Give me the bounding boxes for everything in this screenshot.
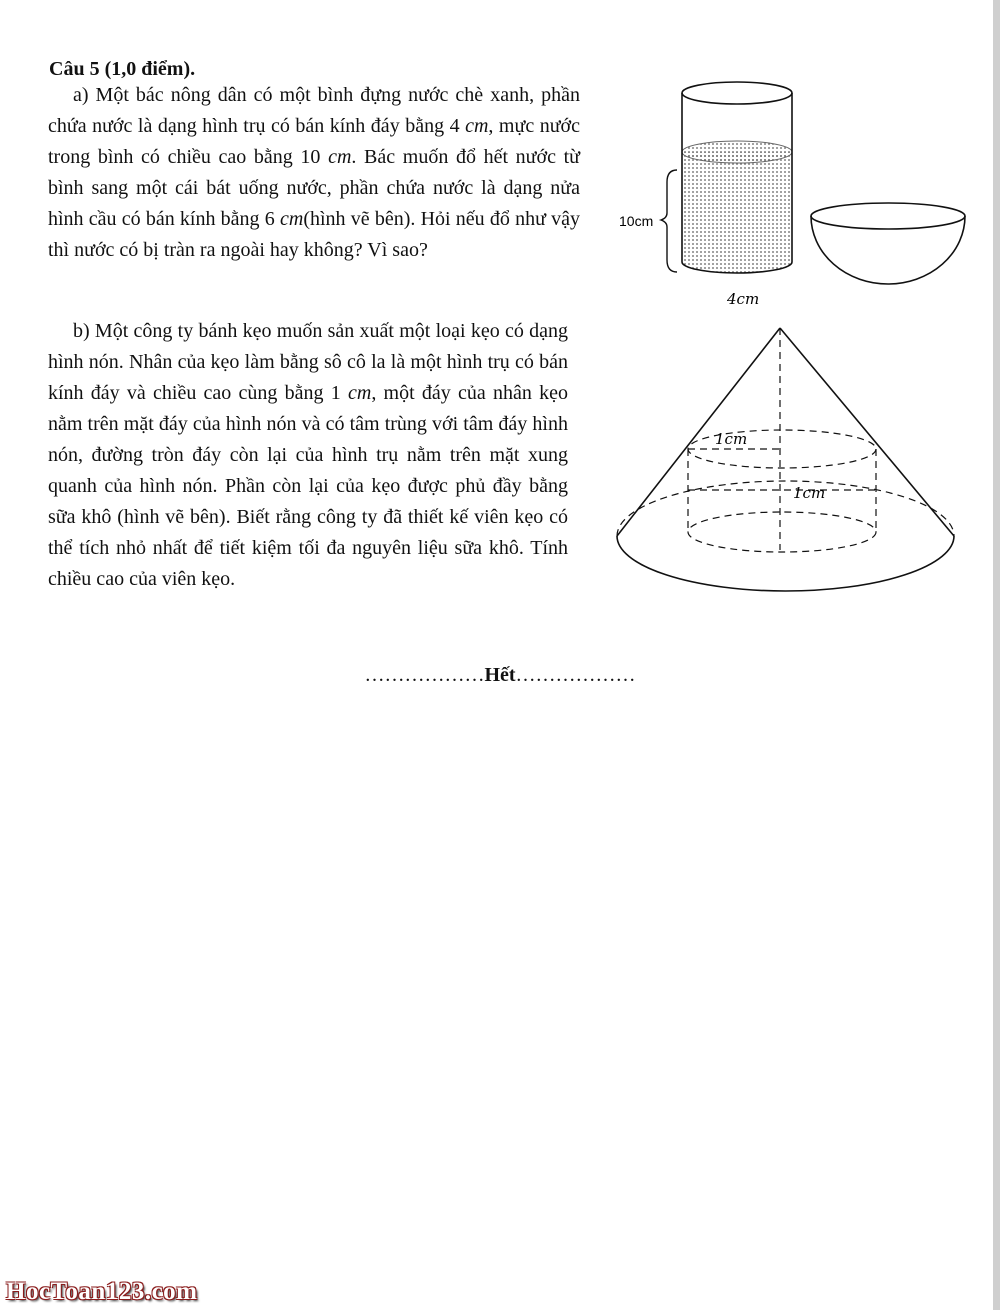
- cylinder-height-label: 1cm: [793, 484, 826, 502]
- height-value: 10: [300, 146, 321, 168]
- part-a-seg1: a) Một bác nông dân có một bình đựng nước chè xanh, phần chứa nước là dạng hình trụ có bán kính đáy bằng: [48, 84, 580, 137]
- dots-left: ………………: [364, 664, 485, 686]
- cylinder-top: [682, 82, 792, 104]
- bowl: [811, 203, 965, 284]
- figure-cylinder-bowl: [615, 78, 985, 308]
- cone-left-edge: [617, 328, 780, 536]
- end-marker: [0, 664, 1000, 687]
- part-a-seg4: (hình vẽ bên). Hỏi nếu đổ như vậy thì nước có bị tràn ra ngoài hay không? Vì sao?: [48, 208, 581, 261]
- bowl-body: [811, 216, 965, 284]
- unit-cm: cm: [279, 208, 304, 230]
- part-b-seg1: b) Một công ty bánh kẹo muốn sản xuất một loại kẹo có dạng hình nón. Nhân của kẹo làm bằng sô cô la là một hình trụ có bán kính đáy và chiều cao cùng bằng: [48, 320, 568, 404]
- unit-cm: cm: [465, 115, 489, 137]
- radius-label: 4cm: [727, 290, 760, 308]
- part-a-seg3: . Bác muốn đổ hết nước từ bình sang một cái bát uống nước, phần chứa nước là dạng nửa hình cầu có bán kính bằng: [48, 146, 580, 230]
- unit-cm: cm: [348, 382, 372, 404]
- part-b-seg2: , một đáy của nhân kẹo nằm trên mặt đáy của hình nón và có tâm trùng với tâm đáy hình nón, đường tròn đáy còn lại của hình trụ nằm trên mặt xung quanh của hình nón. Phần còn lại của kẹo được phủ đầy bằng sữa khô (hình vẽ bên). Biết rằng công ty đã thiết kế viên kẹo có thể tích nhỏ nhất để tiết kiệm tối đa nguyên liệu sữa khô. Tính chiều cao của viên kẹo.: [48, 382, 568, 590]
- part-a-text: [48, 80, 580, 266]
- height-brace: [661, 170, 677, 272]
- height-label: 10cm: [619, 213, 654, 229]
- part-b-text: [48, 316, 568, 595]
- end-word: Hết: [484, 664, 516, 686]
- inner-cylinder-bottom: [688, 512, 876, 552]
- page-edge: [993, 0, 1000, 1310]
- cone-right-edge: [780, 328, 954, 536]
- core-size-value: 1: [330, 382, 341, 404]
- watermark: HocToan123.com: [6, 1278, 198, 1305]
- bowl-rim: [811, 203, 965, 229]
- figure-cone-cylinder: [610, 320, 970, 596]
- cylinder-radius-label: 1cm: [715, 430, 748, 448]
- cylinder: [682, 82, 792, 273]
- cone-base-back: [617, 481, 954, 536]
- water-fill: [682, 152, 792, 273]
- bowl-radius-value: 6: [264, 208, 275, 230]
- radius-value: 4: [449, 115, 460, 137]
- cone: [617, 328, 954, 591]
- unit-cm: cm: [328, 146, 352, 168]
- question-heading: Câu 5 (1,0 điểm).: [49, 58, 196, 80]
- part-a-seg2: , mực nước trong bình có chiều cao bằng: [48, 115, 580, 168]
- water-surface: [682, 141, 792, 163]
- dots-right: ………………: [515, 664, 636, 686]
- cone-base-front: [617, 536, 954, 591]
